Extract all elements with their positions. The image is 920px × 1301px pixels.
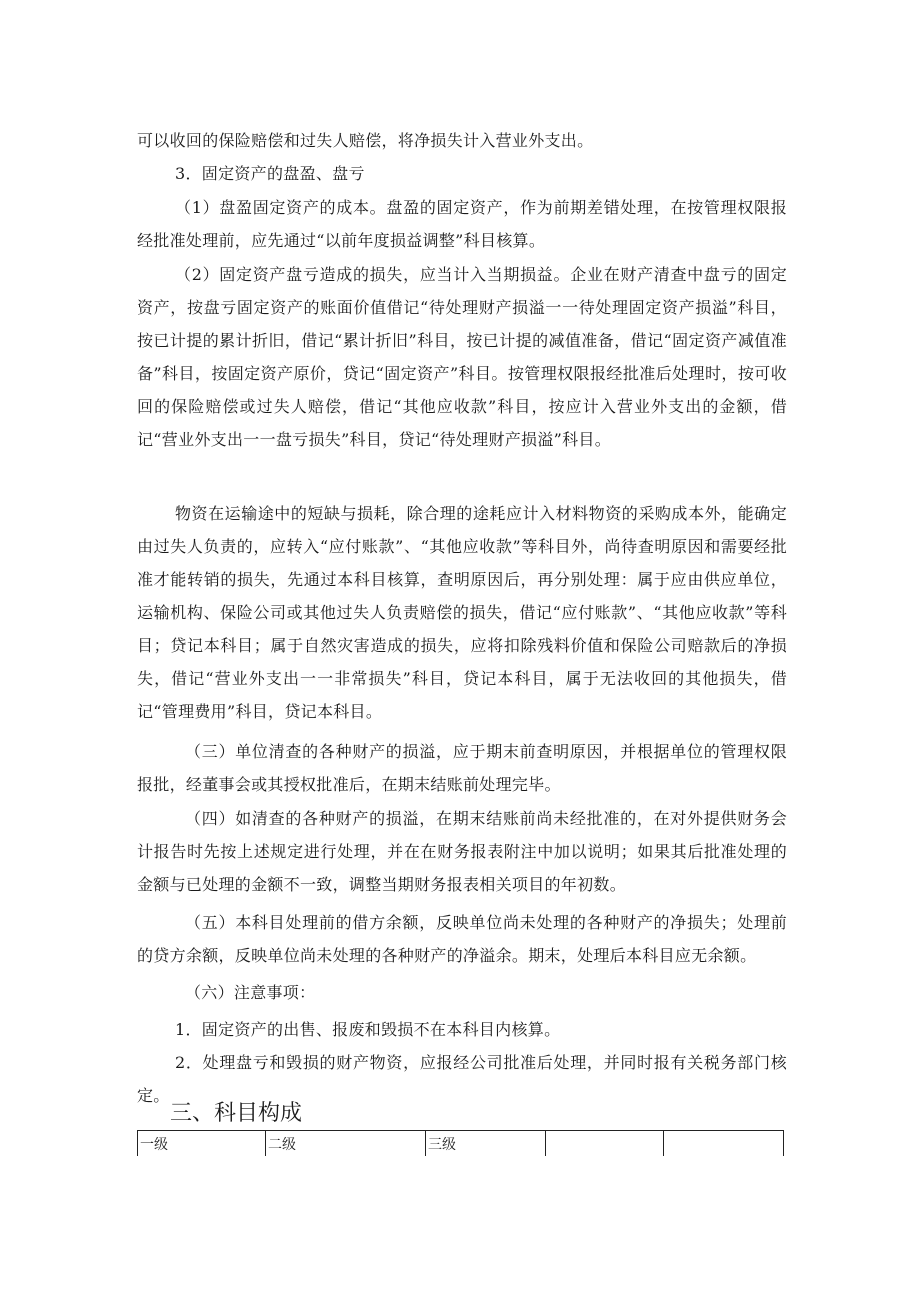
- header-level-2: 二级: [266, 1131, 426, 1157]
- header-level-3: 三级: [426, 1131, 546, 1157]
- header-blank-5: [664, 1131, 784, 1157]
- paragraph-6: （三）单位清查的各种财产的损溢，应于期末前查明原因，并根据单位的管理权限报批，经董事会或其授权批准后，在期末结账前处理完毕。: [137, 742, 787, 794]
- section-heading: 三、科目构成: [170, 1101, 303, 1126]
- paragraph-1: 可以收回的保险赔偿和过失人赔偿，将净损失计入营业外支出。: [137, 131, 594, 150]
- paragraph-4: （2）固定资产盘亏造成的损失，应当计入当期损益。企业在财产清查中盘亏的固定资产，按盘亏固定资产的账面价值借记“待处理财产损溢一一待处理固定资产损溢”科目，按已计提的累计折旧，借记“累计折旧”科目，按已计提的减值准备，借记“固定资产减值准备”科目，按固定资产原价，贷记“固定资产”科目。按管理权限报经批准后处理时，按可收回的保险赔偿或过失人赔偿，借记“其他应收款”科目，按应计入营业外支出的金额，借记“营业外支出一一盘亏损失”科目，贷记“待处理财产损溢”科目。: [137, 265, 787, 449]
- paragraph-3: （1）盘盈固定资产的成本。盘盈的固定资产，作为前期差错处理，在按管理权限报经批准处理前，应先通过“以前年度损益调整”科目核算。: [137, 198, 787, 250]
- table-header-row: [138, 1131, 784, 1157]
- paragraph-7: （四）如清查的各种财产的损溢，在期末结账前尚未经批准的，在对外提供财务会计报告时先按上述规定进行处理，并在在财务报表附注中加以说明；如果其后批准处理的金额与已处理的金额不一致，调整当期财务报表相关项目的年初数。: [137, 809, 787, 894]
- paragraph-10: 1．固定资产的出售、报废和毁损不在本科目内核算。: [175, 1020, 561, 1039]
- paragraph-9: （六）注意事项：: [185, 983, 316, 1002]
- header-blank-4: [546, 1131, 664, 1157]
- paragraph-11: 2．处理盘亏和毁损的财产物资，应报经公司批准后处理，并同时报有关税务部门核定。: [137, 1053, 787, 1105]
- account-structure-table: [137, 1130, 784, 1156]
- paragraph-5: 物资在运输途中的短缺与损耗，除合理的途耗应计入材料物资的采购成本外，能确定由过失人负责的，应转入“应付账款”、“其他应收款”等科目外，尚待查明原因和需要经批准才能转销的损失，先通过本科目核算，查明原因后，再分别处理：属于应由供应单位，运输机构、保险公司或其他过失人负责赔偿的损失，借记“应付账款”、“其他应收款”等科目；贷记本科目；属于自然灾害造成的损失，应将扣除残料价值和保险公司赔款后的净损失，借记“营业外支出一一非常损失”科目，贷记本科目，属于无法收回的其他损失，借记“管理费用”科目，贷记本科目。: [137, 504, 787, 721]
- paragraph-2-heading: 3．固定资产的盘盈、盘亏: [175, 164, 365, 183]
- header-level-1: 一级: [138, 1131, 266, 1157]
- paragraph-8: （五）本科目处理前的借方余额，反映单位尚未处理的各种财产的净损失；处理前的贷方余额，反映单位尚未处理的各种财产的净溢余。期末，处理后本科目应无余额。: [137, 913, 787, 965]
